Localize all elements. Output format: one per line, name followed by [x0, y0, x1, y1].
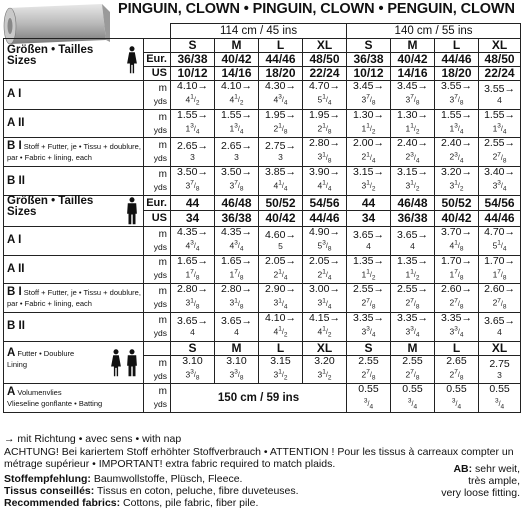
yardage-cell: 3.35→ $3^3/_4$	[435, 313, 479, 342]
yardage-cell: 1.70→ $1^7/_8$	[479, 255, 521, 284]
view-label: B II	[4, 167, 144, 196]
blank-unit	[144, 341, 171, 355]
eur-size: 44/46	[435, 53, 479, 67]
us-size: 14/16	[391, 67, 435, 81]
yardage-cell: 3.40→ $3^3/_4$	[479, 167, 521, 196]
yardage-cell: 4.10→ $4^1/_2$	[259, 313, 303, 342]
eur-size: 48/50	[479, 53, 521, 67]
width-150: 150 cm / 59 ins	[171, 384, 347, 413]
lining-cell: 3.10 $3^3/_8$	[171, 355, 215, 384]
size-cell: S	[347, 341, 391, 355]
yardage-cell: 1.30→ $1^1/_2$	[391, 109, 435, 138]
sizes-label-women: Größen • Tailles Sizes	[4, 39, 144, 81]
batting-cell: 0.55 $^3/_4$	[347, 384, 391, 413]
woman-icon	[109, 348, 123, 378]
eur-size: 44	[171, 195, 215, 211]
unit-cell: m yds	[144, 109, 171, 138]
yardage-cell: 2.80→ $3^1/_8$	[215, 284, 259, 313]
lining-icons: A Futter • Doublure Lining	[4, 341, 144, 384]
blank-unit	[144, 39, 171, 53]
sizes-label-men: Größen • Tailles Sizes	[4, 195, 144, 226]
unit-cell: m yds	[144, 384, 171, 413]
yardage-cell: 3.35→ $3^3/_4$	[391, 313, 435, 342]
view-label: B I Stoff + Futter, je • Tissu + doublure, par • Fabric + lining, each	[4, 284, 144, 313]
yardage-cell: 3.85→ $4^1/_4$	[259, 167, 303, 196]
yardage-cell: 4.70→ $5^1/_4$	[479, 226, 521, 255]
yardage-cell: 2.65→ 3	[171, 138, 215, 167]
yardage-cell: 1.55→ $1^3/_4$	[171, 109, 215, 138]
us-size: 14/16	[215, 67, 259, 81]
yardage-cell: 1.35→ $1^1/_2$	[391, 255, 435, 284]
size-cell: S	[171, 39, 215, 53]
width-header-row	[4, 24, 521, 39]
yardage-cell: 2.55→ $2^7/_8$	[391, 284, 435, 313]
size-cell: S	[347, 39, 391, 53]
eur-size: 50/52	[259, 195, 303, 211]
size-cell: L	[259, 341, 303, 355]
batting-cell: 0.55 $^3/_4$	[479, 384, 521, 413]
eur-size: 46/48	[215, 195, 259, 211]
size-cell: L	[259, 39, 303, 53]
us-size: 40/42	[435, 211, 479, 227]
yardage-cell: 3.50→ $3^7/_8$	[171, 167, 215, 196]
yardage-cell: 3.15→ $3^1/_2$	[391, 167, 435, 196]
rec-en: Recommended fabrics: Cottons, pile fabric, fiber pile.	[4, 497, 259, 509]
yardage-cell: 2.55→ $2^7/_8$	[347, 284, 391, 313]
yardage-cell: 1.35→ $1^1/_2$	[347, 255, 391, 284]
yardage-cell: 4.70→ $5^1/_4$	[303, 81, 347, 110]
yardage-cell: 1.65→ $1^7/_8$	[215, 255, 259, 284]
size-cell: M	[215, 341, 259, 355]
yardage-cell: 3.65→ 4	[347, 226, 391, 255]
yardage-cell: 2.65→ 3	[215, 138, 259, 167]
us-size: 18/20	[259, 67, 303, 81]
us-label: US	[144, 67, 171, 81]
yardage-cell: 2.55→ $2^7/_8$	[479, 138, 521, 167]
eur-label: Eur.	[144, 53, 171, 67]
size-cell: L	[435, 39, 479, 53]
yardage-cell: 3.55→ 4	[479, 81, 521, 110]
us-size: 34	[347, 211, 391, 227]
us-size: 10/12	[171, 67, 215, 81]
yardage-cell: 3.35→ $3^3/_4$	[347, 313, 391, 342]
yardage-cell: 3.65→ 4	[479, 313, 521, 342]
yardage-table	[3, 23, 521, 413]
yardage-cell: 3.65→ 4	[171, 313, 215, 342]
yardage-cell: 1.70→ $1^7/_8$	[435, 255, 479, 284]
view-label: B I Stoff + Futter, je • Tissu + doublure, par • Fabric + lining, each	[4, 138, 144, 167]
unit-cell: m yds	[144, 313, 171, 342]
batting-label: A Volumenvlies Vlieseline gonflante • Batting	[4, 384, 144, 413]
yardage-cell: 4.10→ $4^1/_2$	[215, 81, 259, 110]
nap-legend: → mit Richtung • avec sens • with nap	[4, 433, 182, 445]
size-cell: XL	[479, 39, 521, 53]
lining-cell: 2.55 $2^7/_8$	[391, 355, 435, 384]
size-cell: M	[391, 39, 435, 53]
view-label: A I	[4, 226, 144, 255]
yardage-cell: 1.55→ $1^3/_4$	[215, 109, 259, 138]
eur-size: 36/38	[171, 53, 215, 67]
yardage-cell: 4.30→ $4^3/_4$	[259, 81, 303, 110]
yardage-cell: 3.50→ $3^7/_8$	[215, 167, 259, 196]
yardage-cell: 1.65→ $1^7/_8$	[171, 255, 215, 284]
size-cell: XL	[479, 341, 521, 355]
pattern-title: PINGUIN, CLOWN • PINGUIN, CLOWN • PENGUIN, CLOWN	[118, 1, 515, 17]
yardage-cell: 3.90→ $4^1/_4$	[303, 167, 347, 196]
us-size: 36/38	[215, 211, 259, 227]
lining-cell: 3.15 $3^1/_2$	[259, 355, 303, 384]
yardage-cell: 2.05→ $2^1/_4$	[259, 255, 303, 284]
yardage-cell: 3.55→ $3^7/_8$	[435, 81, 479, 110]
eur-size: 54/56	[479, 195, 521, 211]
plaid-warning: ACHTUNG! Bei kariertem Stoff erhöhter Stoffverbrauch • ATTENTION ! Pour les tissus à carreaux compter un métrage supérieur • IMPORTANT! extra fabric required to match plaids.	[4, 446, 514, 470]
eur-size: 44	[347, 195, 391, 211]
yardage-cell: 2.00→ $2^1/_4$	[347, 138, 391, 167]
lining-cell: 2.75 3	[479, 355, 521, 384]
yardage-cell: 3.45→ $3^7/_8$	[347, 81, 391, 110]
view-label: A II	[4, 109, 144, 138]
yardage-cell: 4.35→ $4^3/_4$	[171, 226, 215, 255]
size-cell: S	[171, 341, 215, 355]
yardage-cell: 2.75→ 3	[259, 138, 303, 167]
man-icon	[125, 196, 139, 226]
yardage-cell: 2.80→ $3^1/_8$	[171, 284, 215, 313]
yardage-cell: 1.95→ $2^1/_8$	[303, 109, 347, 138]
yardage-cell: 3.00→ $3^1/_4$	[303, 284, 347, 313]
yardage-cell: 4.10→ $4^1/_2$	[171, 81, 215, 110]
eur-size: 46/48	[391, 195, 435, 211]
woman-icon	[125, 45, 139, 75]
view-label: A I	[4, 81, 144, 110]
yardage-cell: 1.95→ $2^1/_8$	[259, 109, 303, 138]
size-cell: L	[435, 341, 479, 355]
eur-size: 36/38	[347, 53, 391, 67]
yardage-cell: 3.65→ 4	[215, 313, 259, 342]
us-size: 44/46	[303, 211, 347, 227]
us-size: 44/46	[479, 211, 521, 227]
eur-size: 40/42	[391, 53, 435, 67]
us-size: 18/20	[435, 67, 479, 81]
unit-cell: m yds	[144, 167, 171, 196]
unit-cell: m yds	[144, 138, 171, 167]
view-label: B II	[4, 313, 144, 342]
us-size: 34	[171, 211, 215, 227]
yardage-cell: 3.65→ 4	[391, 226, 435, 255]
yardage-cell: 2.40→ $2^3/_4$	[435, 138, 479, 167]
size-cell: M	[391, 341, 435, 355]
us-size: 22/24	[303, 67, 347, 81]
size-cell: M	[215, 39, 259, 53]
batting-cell: 0.55 $^3/_4$	[391, 384, 435, 413]
yardage-cell: 3.15→ $3^1/_2$	[347, 167, 391, 196]
unit-cell: m yds	[144, 81, 171, 110]
man-icon	[125, 348, 139, 378]
yardage-cell: 1.30→ $1^1/_2$	[347, 109, 391, 138]
lining-cell: 2.55 $2^7/_8$	[347, 355, 391, 384]
yardage-cell: 2.05→ $2^1/_4$	[303, 255, 347, 284]
us-size: 22/24	[479, 67, 521, 81]
yardage-cell: 3.45→ $3^7/_8$	[391, 81, 435, 110]
size-cell: XL	[303, 39, 347, 53]
blank-cell	[4, 24, 171, 39]
batting-cell: 0.55 $^3/_4$	[435, 384, 479, 413]
lining-cell: 2.65 $2^7/_8$	[435, 355, 479, 384]
yardage-cell: 1.55→ $1^3/_4$	[435, 109, 479, 138]
yardage-cell: 2.80→ $3^1/_8$	[303, 138, 347, 167]
yardage-cell: 3.20→ $3^1/_2$	[435, 167, 479, 196]
rec-de: Stoffempfehlung: Baumwollstoffe, Plüsch, Fleece.	[4, 473, 243, 485]
lining-cell: 3.10 $3^3/_8$	[215, 355, 259, 384]
eur-size: 40/42	[215, 53, 259, 67]
yardage-cell: 4.90→ $5^3/_8$	[303, 226, 347, 255]
yardage-chart	[3, 23, 520, 428]
eur-label: Eur.	[144, 195, 171, 211]
yardage-cell: 3.70→ $4^1/_8$	[435, 226, 479, 255]
unit-cell: m yds	[144, 226, 171, 255]
us-size: 36/38	[391, 211, 435, 227]
yardage-cell: 2.60→ $2^7/_8$	[435, 284, 479, 313]
unit-cell: m yds	[144, 355, 171, 384]
size-cell: XL	[303, 341, 347, 355]
unit-cell: m yds	[144, 284, 171, 313]
us-size: 10/12	[347, 67, 391, 81]
rec-fr: Tissus conseillés: Tissus en coton, peluche, fibre duveteuses.	[4, 485, 299, 497]
yardage-cell: 2.40→ $2^3/_4$	[391, 138, 435, 167]
yardage-cell: 4.15→ $4^1/_2$	[303, 313, 347, 342]
unit-cell: m yds	[144, 255, 171, 284]
yardage-cell: 2.90→ $3^1/_4$	[259, 284, 303, 313]
eur-size: 44/46	[259, 53, 303, 67]
yardage-cell: 2.60→ $2^7/_8$	[479, 284, 521, 313]
eur-size: 50/52	[435, 195, 479, 211]
yardage-cell: 1.55→ $1^3/_4$	[479, 109, 521, 138]
eur-size: 54/56	[303, 195, 347, 211]
yardage-cell: 4.35→ $4^3/_4$	[215, 226, 259, 255]
yardage-cell: 4.60→ 5	[259, 226, 303, 255]
width-140: 140 cm / 55 ins	[347, 24, 521, 39]
us-size: 40/42	[259, 211, 303, 227]
view-label: A II	[4, 255, 144, 284]
lining-cell: 3.20 $3^1/_2$	[303, 355, 347, 384]
eur-size: 48/50	[303, 53, 347, 67]
width-114: 114 cm / 45 ins	[171, 24, 347, 39]
us-label: US	[144, 211, 171, 227]
ab-fit-note: AB: sehr weit, très ample, very loose fitting.	[441, 463, 520, 499]
